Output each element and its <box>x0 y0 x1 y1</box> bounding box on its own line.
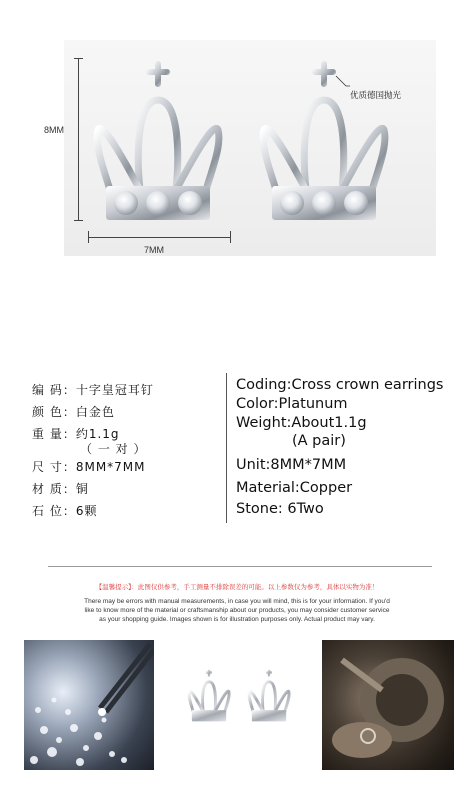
notice-divider <box>48 566 432 567</box>
spec-cn-row <box>32 403 115 420</box>
spec-en-material: Material:Copper <box>236 480 353 496</box>
spec-cn-row <box>32 480 89 497</box>
spec-cn-label: 编 码： <box>32 383 76 397</box>
spec-divider-line <box>226 373 227 523</box>
spec-cn-label: 尺 寸： <box>32 460 76 474</box>
spec-en-unit: Unit:8MM*7MM <box>236 457 347 473</box>
notice-warning-chinese: 【温馨提示】：此图仅供参考，手工测量不排除误差的可能。以上参数仅为参考，具体以实物为准！ <box>95 583 379 591</box>
width-dimension-cap-left <box>88 231 89 243</box>
polish-callout-label: 优质德国抛光 <box>350 91 402 101</box>
crown-earrings-illustration <box>64 40 436 256</box>
spec-en-weight: Weight:About1.1g <box>236 415 367 431</box>
width-dimension-label: 7MM <box>144 245 164 255</box>
spec-cn-row <box>32 458 146 475</box>
crown-earring-left <box>97 64 219 220</box>
notice-english-line: like to know more of the material or craftsmanship about our products, you may consider customer service <box>84 607 390 614</box>
spec-cn-row <box>80 440 146 457</box>
spec-cn-value: 约1.1g <box>75 427 120 441</box>
diamonds-tweezers-photo <box>24 640 154 770</box>
spec-cn-value: 白金色 <box>75 405 115 419</box>
height-dimension-label: 8MM <box>44 125 64 135</box>
spec-cn-value: （ 一 对 ） <box>80 442 147 456</box>
spec-cn-label: 重 量： <box>32 427 76 441</box>
spec-cn-value: 8MM*7MM <box>75 460 146 474</box>
spec-cn-row <box>32 502 97 519</box>
height-dimension-cap-bottom <box>74 220 83 221</box>
crown-earrings-photo <box>172 640 304 770</box>
spec-cn-value: 铜 <box>75 482 89 496</box>
polishing-wheel-photo <box>322 640 454 770</box>
height-dimension-cap-top <box>74 58 83 59</box>
spec-en-coding: Coding:Cross crown earrings <box>236 377 444 393</box>
spec-cn-value: 十字皇冠耳钉 <box>75 383 154 397</box>
spec-cn-row <box>32 381 154 398</box>
height-dimension-line <box>78 58 79 220</box>
width-dimension-line <box>88 237 230 238</box>
width-dimension-cap-right <box>230 231 231 243</box>
notice-english-line: There may be errors with manual measurements, in case you will mind, this is for your information. If you'd <box>84 598 390 605</box>
crown-earring-right <box>263 64 385 220</box>
notice-english-line: as your shopping guide. Images shown is for illustration purposes only. Actual product may vary. <box>99 616 375 623</box>
spec-en-color: Color:Platunum <box>236 396 348 412</box>
callout-leader-line <box>336 76 350 86</box>
spec-en-stone: Stone: 6Two <box>236 501 324 517</box>
spec-en-weight-note: (A pair) <box>292 433 346 449</box>
product-hero-image <box>64 40 436 256</box>
spec-cn-label: 石 位： <box>32 504 76 518</box>
spec-cn-label: 颜 色： <box>32 405 76 419</box>
spec-cn-label: 材 质： <box>32 482 76 496</box>
spec-cn-value: 6颗 <box>75 504 98 518</box>
